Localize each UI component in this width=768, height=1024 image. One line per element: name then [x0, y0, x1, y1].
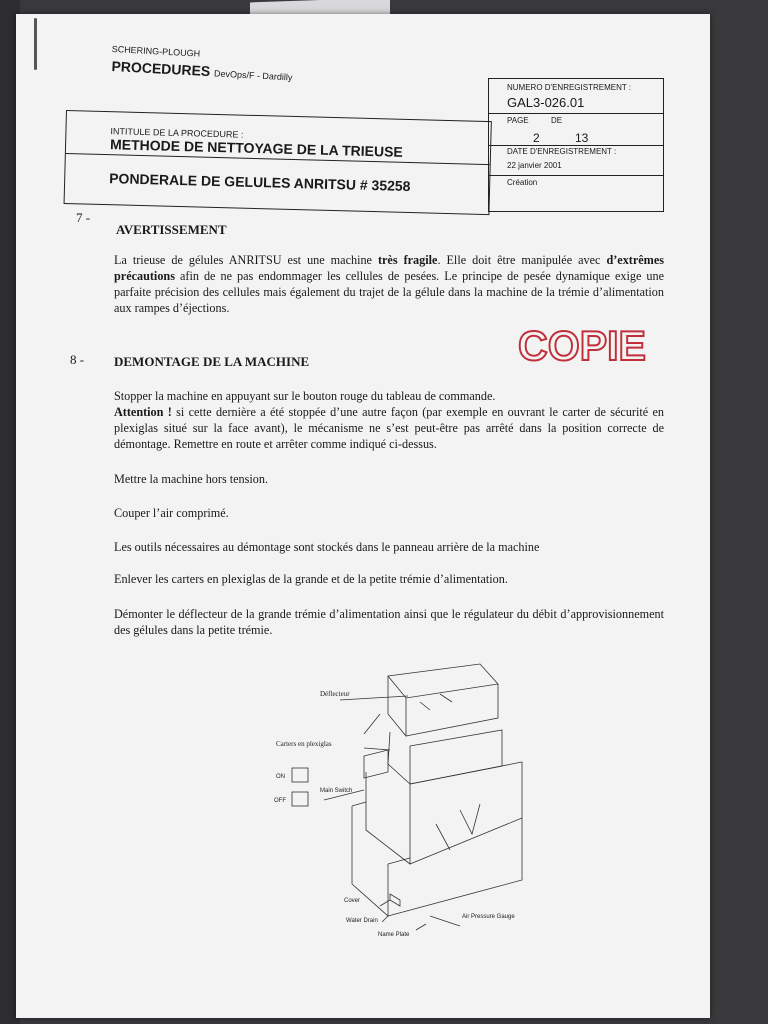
registration-box — [488, 78, 664, 212]
header-company — [111, 44, 200, 59]
section-7-number: 7 - — [76, 210, 91, 225]
reg-number: GAL3-026.01 — [507, 95, 585, 110]
warning-paragraph — [114, 252, 664, 316]
de-label: DE — [551, 116, 563, 125]
warning-text-a: La trieuse de gélules ANRITSU est une machine — [114, 253, 378, 267]
dismantle-text-stop: Stopper la machine en appuyant sur le bouton rouge du tableau de commande. — [114, 389, 496, 403]
warning-text-c: . Elle doit être manipulée avec — [437, 253, 607, 267]
step-cut-air: Couper l’air comprimé. — [114, 506, 229, 520]
label-name-plate: Name Plate — [378, 932, 410, 938]
dismantle-text-attention: si cette dernière a été stoppée d’une autre façon (par exemple en ouvrant le carter de sécurité en plexiglas situé sur la face avant), le mécanisme ne s’est peut-être pas arrêté dans la position correcte de démontage. Remettre en route et arrêter comme indiqué ci-dessus. — [114, 405, 664, 451]
label-air-gauge: Air Pressure Gauge — [462, 914, 515, 920]
reg-date: 22 janvier 2001 — [507, 161, 562, 170]
attention-label: Attention ! — [114, 405, 172, 419]
page-label: PAGE — [507, 116, 529, 125]
page-total: 13 — [575, 131, 589, 145]
reg-status: Création — [507, 178, 538, 187]
reg-number-label: NUMERO D'ENREGISTREMENT : — [507, 83, 632, 92]
label-main-switch: Main Switch — [320, 788, 353, 794]
label-water-drain: Water Drain — [346, 918, 378, 924]
procedure-title-line2: PONDERALE DE GELULES ANRITSU # 35258 — [109, 170, 411, 195]
section-7-heading: AVERTISSEMENT — [116, 222, 227, 237]
doc-type: PROCEDURES — [111, 58, 211, 80]
step-remove-deflector: Démonter le déflecteur de la grande trémie d’alimentation ainsi que le régulateur du débit d’approvisionnement des gélules dans la petite trémie. — [114, 607, 664, 637]
label-deflecteur: Déflecteur — [320, 690, 350, 698]
dismantle-paragraph-1 — [114, 388, 664, 452]
label-on: ON — [276, 774, 285, 780]
reg-divider — [489, 145, 663, 146]
warning-text-precautions: d’extrêmes précautions — [114, 253, 664, 283]
section-8-number: 8 - — [70, 352, 85, 367]
date-label: DATE D'ENREGISTREMENT : — [507, 147, 617, 156]
section-8-heading: DEMONTAGE DE LA MACHINE — [114, 354, 310, 369]
reg-divider — [489, 175, 663, 176]
svg-text:COPIE: COPIE — [518, 322, 646, 368]
reg-divider — [489, 113, 663, 114]
header-doc-type — [111, 58, 293, 83]
step-power-off: Mettre la machine hors tension. — [114, 472, 268, 486]
page-number: 2 — [533, 131, 540, 145]
warning-text-fragile: très fragile — [377, 253, 438, 267]
step-remove-covers: Enlever les carters en plexiglas de la grande et de la petite trémie d’alimentation. — [114, 572, 508, 586]
procedure-title-box — [64, 110, 492, 215]
department: DevOps/F - Dardilly — [213, 68, 293, 83]
label-carters: Carters en plexiglas — [276, 740, 332, 748]
label-cover: Cover — [344, 898, 361, 904]
procedure-title-line1: METHODE DE NETTOYAGE DE LA TRIEUSE — [109, 136, 403, 160]
staple — [34, 18, 37, 70]
document-page — [16, 14, 710, 1018]
machine-diagram — [240, 654, 540, 944]
step-tools: Les outils nécessaires au démontage sont stockés dans le panneau arrière de la machine — [114, 540, 540, 554]
warning-text-e: afin de ne pas endommager les cellules de pesées. Le principe de pesée dynamique exige une parfaite précision des cellules mais également du trajet de la gélule dans la machine de la trémie d’alimentation aux rampes d’éjections. — [114, 269, 664, 315]
label-off: OFF — [274, 798, 286, 804]
company-name: SCHERING-PLOUGH — [111, 44, 201, 59]
copie-stamp — [516, 318, 648, 368]
procedure-label: INTITULE DE LA PROCEDURE : — [110, 126, 244, 140]
